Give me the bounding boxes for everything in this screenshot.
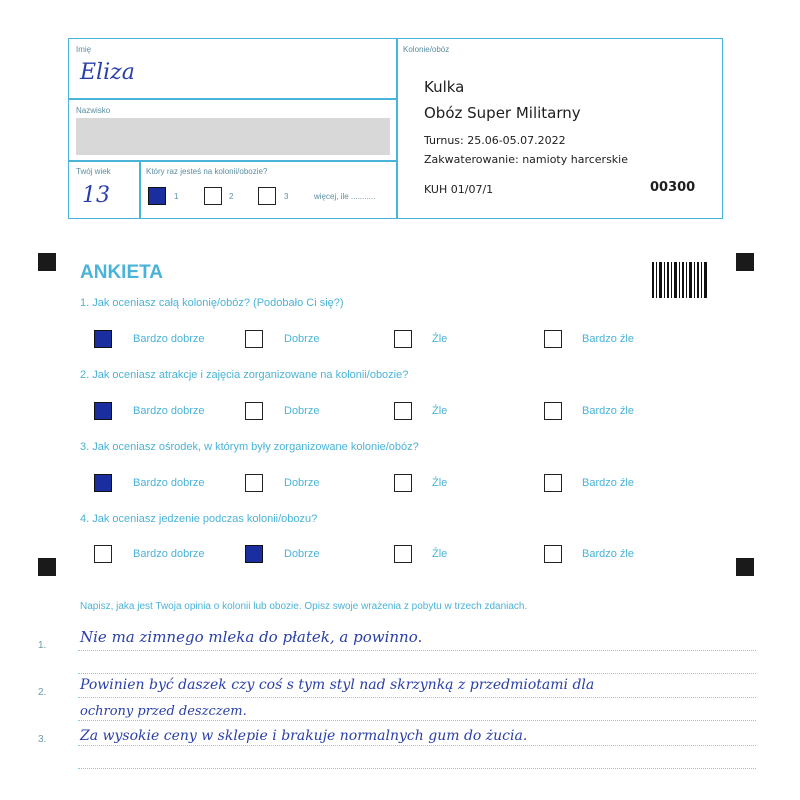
registration-marker-top-right: [736, 253, 754, 271]
q3-checkbox-dobrze[interactable]: [245, 474, 263, 492]
kolonie-label: Kolonie/obóz: [403, 45, 450, 54]
q4-option-zle: Źle: [432, 548, 448, 560]
line-number-2: 2.: [38, 687, 47, 698]
opinion-answer-1[interactable]: Nie ma zimnego mleka do płatek, a powinno.: [80, 628, 423, 646]
q4-checkbox-bardzo-dobrze[interactable]: [94, 545, 112, 563]
q3-option-bardzo-zle: Bardzo źle: [582, 477, 634, 489]
header-divider-2: [68, 160, 397, 162]
q1-option-bardzo-zle: Bardzo źle: [582, 333, 634, 345]
q1-checkbox-bardzo-dobrze[interactable]: [94, 330, 112, 348]
q4-checkbox-bardzo-zle[interactable]: [544, 545, 562, 563]
question-1-text: 1. Jak oceniasz całą kolonię/obóz? (Podobało Ci się?): [80, 297, 344, 309]
q3-checkbox-zle[interactable]: [394, 474, 412, 492]
q3-option-dobrze: Dobrze: [284, 477, 320, 489]
registration-marker-mid-left: [38, 558, 56, 576]
q3-option-zle: Źle: [432, 477, 448, 489]
q1-option-zle: Źle: [432, 333, 448, 345]
ktory-raz-checkbox-3[interactable]: [258, 187, 276, 205]
wiek-label: Twój wiek: [76, 167, 111, 176]
ktory-raz-option-2: 2: [229, 192, 234, 201]
registration-marker-mid-right: [736, 558, 754, 576]
q2-checkbox-dobrze[interactable]: [245, 402, 263, 420]
opinion-answer-2-cont[interactable]: ochrony przed deszczem.: [80, 704, 247, 719]
ktory-raz-option-1: 1: [174, 192, 179, 201]
q1-option-bardzo-dobrze: Bardzo dobrze: [133, 333, 205, 345]
camp-type: Obóz Super Militarny: [424, 104, 581, 122]
q2-option-bardzo-zle: Bardzo źle: [582, 405, 634, 417]
q2-option-zle: Źle: [432, 405, 448, 417]
q4-option-bardzo-zle: Bardzo źle: [582, 548, 634, 560]
nazwisko-label: Nazwisko: [76, 106, 111, 115]
q2-checkbox-zle[interactable]: [394, 402, 412, 420]
q2-option-bardzo-dobrze: Bardzo dobrze: [133, 405, 205, 417]
q2-option-dobrze: Dobrze: [284, 405, 320, 417]
answer-line-2b: [78, 697, 756, 698]
q3-checkbox-bardzo-zle[interactable]: [544, 474, 562, 492]
q1-option-dobrze: Dobrze: [284, 333, 320, 345]
answer-line-3: [78, 745, 756, 746]
answer-line-1: [78, 650, 756, 651]
opinion-answer-3[interactable]: Za wysokie ceny w sklepie i brakuje normalnych gum do żucia.: [80, 728, 528, 744]
barcode: [652, 262, 708, 298]
ktory-raz-option-more: więcej, ile ...........: [314, 192, 376, 201]
ktory-raz-option-3: 3: [284, 192, 289, 201]
q3-checkbox-bardzo-dobrze[interactable]: [94, 474, 112, 492]
ktory-raz-checkbox-2[interactable]: [204, 187, 222, 205]
opinion-prompt: Napisz, jaka jest Twoja opinia o kolonii lub obozie. Opisz swoje wrażenia z pobytu w trzech zdaniach.: [80, 601, 528, 612]
opinion-answer-2[interactable]: Powinien być daszek czy coś s tym styl nad skrzynką z przedmiotami dla: [80, 677, 595, 693]
wiek-value[interactable]: 13: [82, 183, 110, 208]
line-number-3: 3.: [38, 734, 47, 745]
header-divider-1: [68, 98, 397, 100]
q1-checkbox-dobrze[interactable]: [245, 330, 263, 348]
registration-marker-top-left: [38, 253, 56, 271]
answer-line-2c: [78, 720, 756, 721]
header-divider-3: [139, 160, 141, 219]
line-number-1: 1.: [38, 640, 47, 651]
answer-line-4: [78, 768, 756, 769]
q4-option-bardzo-dobrze: Bardzo dobrze: [133, 548, 205, 560]
q1-checkbox-zle[interactable]: [394, 330, 412, 348]
q4-checkbox-zle[interactable]: [394, 545, 412, 563]
q3-option-bardzo-dobrze: Bardzo dobrze: [133, 477, 205, 489]
q1-checkbox-bardzo-zle[interactable]: [544, 330, 562, 348]
q2-checkbox-bardzo-zle[interactable]: [544, 402, 562, 420]
header-divider-vertical: [396, 38, 398, 219]
nazwisko-redacted: [76, 118, 390, 155]
ktory-raz-checkbox-1[interactable]: [148, 187, 166, 205]
kolonia-code: KUH 01/07/1: [424, 183, 494, 196]
barcode-graphic: [652, 262, 708, 298]
answer-line-2a: [78, 673, 756, 674]
turnus: Turnus: 25.06-05.07.2022: [424, 134, 566, 147]
camp-name: Kulka: [424, 78, 465, 96]
ktory-raz-label: Który raz jesteś na kolonii/obozie?: [146, 167, 268, 176]
q4-checkbox-dobrze[interactable]: [245, 545, 263, 563]
q2-checkbox-bardzo-dobrze[interactable]: [94, 402, 112, 420]
question-3-text: 3. Jak oceniasz ośrodek, w którym były zorganizowane kolonie/obóz?: [80, 441, 419, 453]
imie-label: Imię: [76, 45, 92, 54]
zakwaterowanie: Zakwaterowanie: namioty harcerskie: [424, 153, 628, 166]
form-number: 00300: [650, 180, 696, 195]
question-4-text: 4. Jak oceniasz jedzenie podczas kolonii/obozu?: [80, 513, 318, 525]
question-2-text: 2. Jak oceniasz atrakcje i zajęcia zorganizowane na kolonii/obozie?: [80, 369, 409, 381]
survey-title: ANKIETA: [80, 262, 164, 283]
imie-value[interactable]: Eliza: [80, 60, 135, 85]
q4-option-dobrze: Dobrze: [284, 548, 320, 560]
